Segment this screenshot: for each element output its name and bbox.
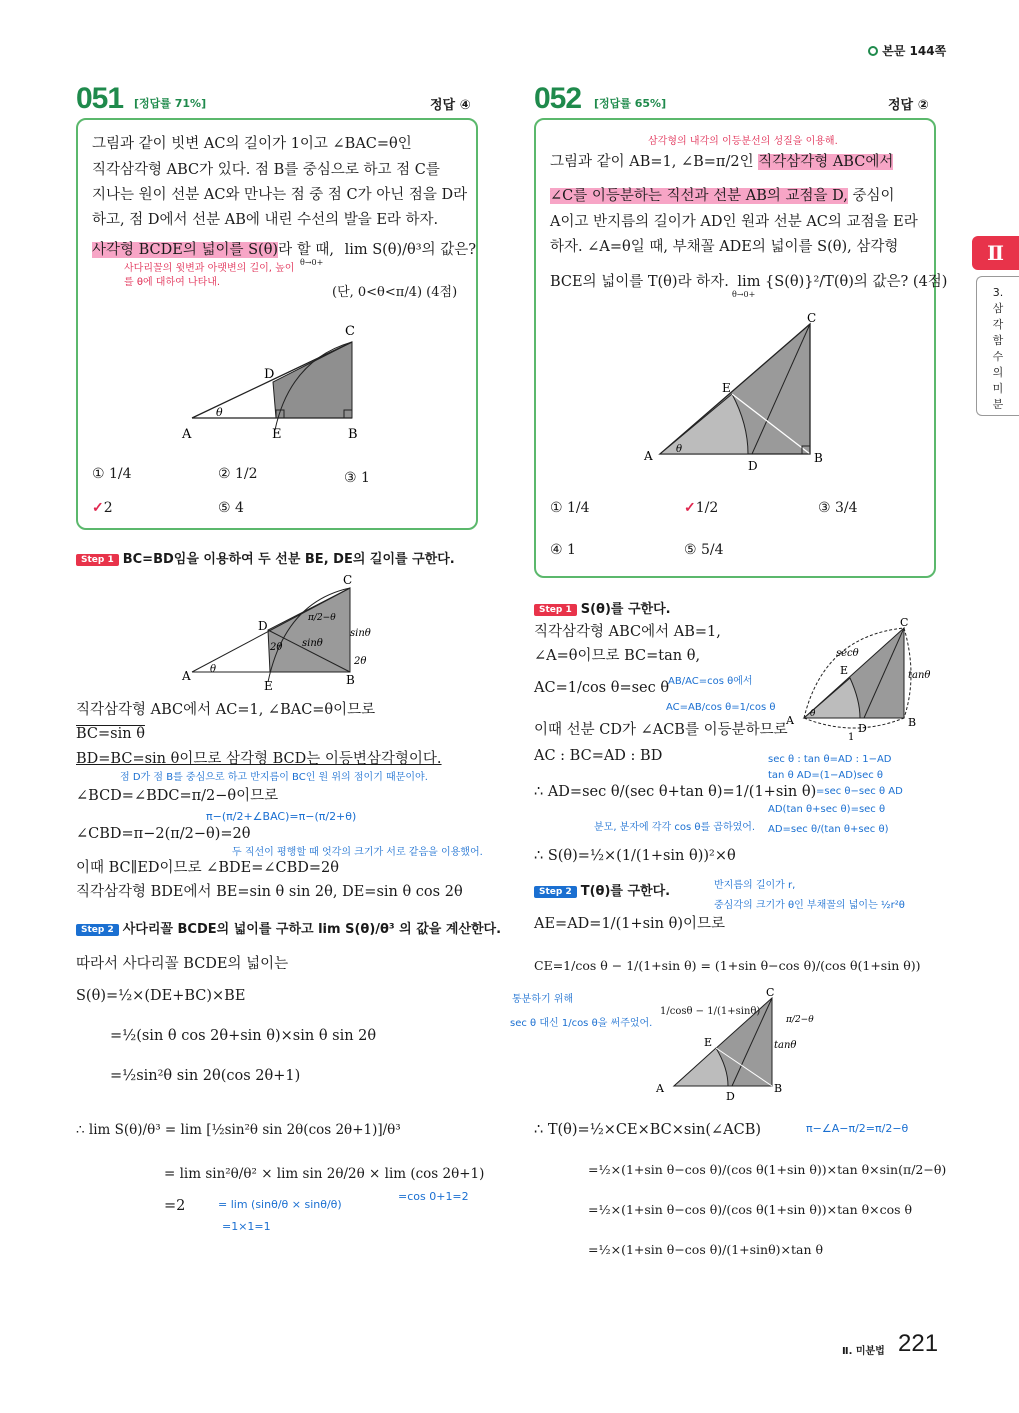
q51-condition: (단, 0<θ<π/4) (4점)	[332, 285, 458, 300]
step-title: BC=BD임을 이용하여 두 선분 BE, DE의 길이를 구한다.	[122, 552, 455, 567]
choice-value: 2	[103, 500, 113, 516]
q51-text-line: 지나는 원이 선분 AC와 만나는 점 중 점 C가 아닌 점을 D라	[92, 187, 468, 203]
q52-step1-figure	[784, 616, 931, 743]
q52-sol1-line: ∴ AD=sec θ/(sec θ+tan θ)=1/(1+sin θ)	[534, 784, 817, 800]
q52-answer: 정답 ②	[888, 98, 929, 113]
q51-sol2-line: =½sin²θ sin 2θ(cos 2θ+1)	[110, 1068, 301, 1084]
q52-sol2-line: ∴ T(θ)=½×CE×BC×sin(∠ACB)	[534, 1122, 762, 1138]
q52-sol1-note: 중심각의 크기가 θ인 부채꼴의 넓이는 ½r²θ	[714, 900, 905, 911]
q51-s1-c: C	[343, 573, 353, 587]
choice-mark: ③	[344, 470, 357, 486]
step-title: T(θ)를 구한다.	[580, 884, 671, 899]
q52-limit-sub: θ→0+	[732, 290, 756, 299]
q51-label-theta: θ	[216, 406, 223, 419]
choice-mark: ⑤	[218, 500, 231, 516]
q52-text-line2	[550, 186, 895, 206]
q52-text-line: 하자. ∠A=θ일 때, 부채꼴 ADE의 넓이를 S(θ), 삼각형	[550, 239, 899, 255]
q51-shaded-quad	[273, 342, 352, 418]
q51-s1-2theta2: 2θ	[354, 656, 367, 667]
q52-label-e: E	[722, 381, 731, 395]
q52-figure	[640, 312, 840, 472]
q52-sol1-line: AC=1/cos θ=sec θ	[534, 680, 670, 696]
q51-s1-e: E	[264, 679, 273, 693]
q52-sol1-line: AC : BC=AD : BD	[534, 748, 663, 764]
q51-after-highlight: 라 할 때,	[278, 242, 334, 258]
q51-highlight: 사각형 BCDE의 넓이를 S(θ)	[92, 242, 279, 258]
q52-rate: [정답률 65%]	[594, 97, 667, 110]
q52-text-pre: 그림과 같이 AB=1, ∠B=π/2인	[550, 154, 759, 170]
footer-chapter: Ⅱ. 미분법	[842, 1346, 885, 1357]
q51-note: 사다리꼴의 윗변과 아랫변의 길이, 높이를 θ에 대하여 나타내.	[124, 263, 295, 288]
q51-step1-header	[76, 548, 455, 567]
q52-sol2-line: AE=AD=1/(1+sin θ)이므로	[534, 916, 726, 932]
q51-text-line: 하고, 점 D에서 선분 AB에 내린 수선의 발을 E라 하자.	[92, 212, 439, 228]
q52-label-a: A	[644, 449, 653, 463]
q51-label-e: E	[272, 427, 282, 442]
q51-sol1-line: ∠CBD=π−2(π/2−θ)=2θ	[76, 826, 251, 842]
q52-sol2-line: =½×(1+sin θ−cos θ)/(cos θ(1+sin θ))×tan θ×cos θ	[588, 1202, 913, 1217]
q52-sol2-line: =½×(1+sin θ−cos θ)/(cos θ(1+sin θ))×tan θ×sin(π/2−θ)	[588, 1162, 947, 1177]
q52-choice-1[interactable]	[550, 500, 590, 516]
q51-step1-figure	[180, 572, 380, 697]
q52-sol1-line: ∠A=θ이므로 BC=tan θ,	[534, 648, 701, 664]
q52-sol2-line: =½×(1+sin θ−cos θ)/(1+sinθ)×tan θ	[588, 1242, 823, 1257]
q52-sol1-line: 직각삼각형 ABC에서 AB=1,	[534, 624, 721, 640]
q51-step2-header	[76, 918, 501, 937]
q52-label-d: D	[748, 459, 758, 473]
q51-label-a: A	[182, 427, 192, 442]
q52-text-last: BCE의 넓이를 T(θ)라 하자.	[550, 274, 729, 290]
choice-mark: ②	[218, 466, 231, 482]
q51-s1-shaded	[268, 588, 350, 672]
q52-text-line: A이고 반지름의 길이가 AD인 원과 선분 AC의 교점을 E라	[550, 214, 918, 230]
choice-mark: ④	[550, 542, 563, 558]
q52-sol1-note: AD(tan θ+sec θ)=sec θ	[768, 804, 886, 815]
q52-step1-header	[534, 598, 671, 617]
step-title: S(θ)를 구한다.	[580, 602, 671, 617]
q52-sol2-note: π−∠A−π/2=π/2−θ	[806, 1122, 909, 1135]
q52-s1-d: D	[858, 722, 867, 735]
step-badge: Step 2	[76, 924, 119, 936]
q52-s2-c: C	[766, 986, 775, 999]
q52-s1-b: B	[908, 716, 917, 729]
q51-s1-theta: θ	[210, 664, 217, 675]
choice-value: 1	[361, 470, 370, 486]
q51-sol2-note: =1×1=1	[222, 1220, 271, 1233]
q51-sol1-line: ∠BCD=∠BDC=π/2−θ이므로	[76, 788, 279, 804]
q52-text-line1	[550, 152, 893, 172]
choice-value: 1	[567, 542, 576, 558]
q51-limit-sub: θ→0+	[300, 258, 324, 267]
q52-highlight1: 직각삼각형 ABC에서	[758, 154, 894, 170]
q51-sol2-line: ∴ lim S(θ)/θ³ = lim [½sin²θ sin 2θ(cos 2θ+1)]/θ³	[76, 1122, 401, 1138]
reference-label: 본문 144쪽	[882, 44, 947, 58]
q52-sol1-note: AC=AB/cos θ=1/cos θ	[666, 702, 776, 713]
q52-sol1-note: AB/AC=cos θ에서	[668, 676, 753, 687]
choice-value: 3/4	[835, 500, 858, 516]
q52-s2-b: B	[774, 1082, 783, 1095]
q51-limit-tail: 의 값은?	[421, 242, 477, 258]
q52-s1-one-arc	[804, 718, 904, 728]
check-mark-icon: ✓	[92, 500, 104, 516]
q51-s1-a: A	[182, 669, 191, 683]
q51-s1-d: D	[258, 619, 268, 633]
q52-sol1-note: tan θ AD=(1−AD)sec θ	[768, 770, 884, 781]
q51-choice-1[interactable]	[92, 466, 132, 482]
page-number: 221	[898, 1330, 939, 1357]
q51-s1-sin1: sinθ	[350, 628, 371, 639]
q52-s1-a: A	[786, 714, 794, 727]
choice-value: 1/4	[567, 500, 590, 516]
q51-sol2-line: =½(sin θ cos 2θ+sin θ)×sin θ sin 2θ	[110, 1028, 377, 1044]
q52-choice-4[interactable]	[550, 542, 576, 558]
q52-limit: lim {S(θ)}²/T(θ)	[737, 274, 854, 290]
q51-label-c: C	[345, 324, 355, 339]
q51-choice-5[interactable]	[218, 500, 244, 516]
q51-s1-2theta1: 2θ	[270, 642, 283, 653]
q52-sol1-line: 이때 선분 CD가 ∠ACB를 이등분하므로	[534, 722, 788, 738]
choice-value: 4	[235, 500, 244, 516]
circle-bullet-icon	[868, 46, 878, 56]
choice-value: 5/4	[701, 542, 724, 558]
q52-s2-tan: tanθ	[774, 1040, 797, 1051]
chapter-side-text: 3. 삼각함수의 미분	[992, 286, 1004, 411]
step-badge: Step 2	[534, 886, 577, 898]
q52-text-post: 중심이	[847, 188, 895, 204]
choice-mark: ③	[818, 500, 831, 516]
q51-s1-angle: π/2−θ	[308, 613, 336, 623]
q51-number: 051	[76, 82, 124, 115]
q52-s2-e: E	[704, 1036, 713, 1049]
chapter-side-label	[976, 276, 1019, 416]
q51-s1-sin2: sinθ	[302, 638, 323, 649]
q52-s2-top-expr: 1/cosθ − 1/(1+sinθ)	[660, 1006, 761, 1017]
q51-choice-3[interactable]	[344, 470, 370, 486]
q52-sol1-note: 반지름의 길이가 r,	[714, 880, 796, 891]
q51-sol1-note: 두 직선이 평행할 때 엇각의 크기가 서로 같음을 이용했어.	[232, 847, 483, 858]
q51-answer: 정답 ④	[430, 98, 471, 113]
q51-label-b: B	[348, 427, 358, 442]
choice-mark: ⑤	[684, 542, 697, 558]
check-mark-icon: ✓	[684, 500, 696, 516]
book-page-reference	[868, 42, 946, 59]
q52-s1-tan: tanθ	[908, 670, 931, 681]
q52-sol1-note: AD=sec θ/(tan θ+sec θ)	[768, 824, 889, 835]
q51-sol2-line: = lim sin²θ/θ² × lim sin 2θ/2θ × lim (cos 2θ+1)	[164, 1166, 485, 1182]
q52-sol2-line: CE=1/cos θ − 1/(1+sin θ) = (1+sin θ−cos θ)/(cos θ(1+sin θ))	[534, 958, 921, 973]
q52-s2-d: D	[726, 1090, 735, 1103]
choice-value: 1/2	[695, 500, 719, 516]
q52-choice-2[interactable]	[684, 500, 718, 516]
q52-text-line	[550, 272, 947, 292]
q51-sol2-line: S(θ)=½×(DE+BC)×BE	[76, 988, 246, 1004]
step-badge: Step 1	[534, 604, 577, 616]
q51-sol2-note: = lim (sinθ/θ × sinθ/θ)	[218, 1198, 342, 1211]
choice-mark: ①	[550, 500, 563, 516]
q51-text-line: 그림과 같이 빗변 AC의 길이가 1이고 ∠BAC=θ인	[92, 136, 412, 152]
q51-sol1-line: 직각삼각형 ABC에서 AC=1, ∠BAC=θ이므로	[76, 702, 376, 718]
q52-sol2-note: sec θ 대신 1/cos θ을 써주었어.	[510, 1018, 653, 1029]
chapter-tab[interactable]: Ⅱ	[972, 236, 1019, 270]
q52-sol1-note: =sec θ−sec θ AD	[816, 786, 903, 797]
q52-s1-one: 1	[848, 732, 855, 743]
q52-label-theta: θ	[676, 444, 683, 455]
q52-s1-sec: secθ	[836, 648, 859, 659]
step-badge: Step 1	[76, 554, 119, 566]
q52-s2-angle: π/2−θ	[786, 1015, 814, 1025]
q52-s2-a: A	[656, 1082, 664, 1095]
q51-s1-b: B	[346, 673, 355, 687]
choice-mark: ①	[92, 466, 105, 482]
q51-sol1-note: π−(π/2+∠BAC)=π−(π/2+θ)	[206, 810, 357, 823]
q52-sol1-note: 분모, 분자에 각각 cos θ를 곱하였어.	[594, 822, 756, 833]
q52-sol1-line: ∴ S(θ)=½×(1/(1+sin θ))²×θ	[534, 848, 736, 864]
q52-sol1-note: sec θ : tan θ=AD : 1−AD	[768, 754, 892, 765]
q51-sol1-line: BD=BC=sin θ이므로 삼각형 BCD는 이등변삼각형이다.	[76, 751, 442, 767]
q51-rate: [정답률 71%]	[134, 97, 207, 110]
q52-choice-3[interactable]	[818, 500, 858, 516]
q51-sol1-line: 이때 BC∥ED이므로 ∠BDE=∠CBD=2θ	[76, 860, 339, 876]
q52-s1-c: C	[900, 616, 909, 629]
q52-label-c: C	[807, 311, 817, 325]
q51-choice-4[interactable]	[92, 500, 113, 516]
q52-label-b: B	[814, 451, 823, 465]
q51-limit: lim S(θ)/θ³	[344, 242, 422, 258]
q51-label-d: D	[264, 367, 275, 382]
q52-sol2-note: 통분하기 위해	[512, 994, 574, 1005]
q52-step2-header	[534, 880, 670, 899]
q52-choice-5[interactable]	[684, 542, 724, 558]
q52-number: 052	[534, 82, 582, 115]
q51-sol1-line: 직각삼각형 BDE에서 BE=sin θ sin 2θ, DE=sin θ cos 2θ	[76, 884, 463, 900]
q52-highlight2: ∠C를 이등분하는 직선과 선분 AB의 교점을 D,	[550, 188, 848, 204]
q52-limit-tail: 의 값은? (4점)	[853, 274, 948, 290]
q51-sol2-line: =2	[164, 1198, 186, 1214]
step-title: 사다리꼴 BCDE의 넓이를 구하고 lim S(θ)/θ³ 의 값을 계산한다.	[122, 922, 502, 937]
q52-sector	[660, 394, 748, 454]
q51-sol2-line: 따라서 사다리꼴 BCDE의 넓이는	[76, 956, 289, 972]
choice-value: 1/4	[109, 466, 132, 482]
q51-highlight-line	[92, 240, 476, 260]
choice-value: 1/2	[235, 466, 258, 482]
q51-sol2-note: =cos 0+1=2	[398, 1190, 469, 1203]
q52-s1-e: E	[840, 664, 849, 677]
q51-sol1-line: BC=sin θ	[76, 726, 145, 742]
q51-sol1-note: 점 D가 점 B를 중심으로 하고 반지름이 BC인 원 위의 점이기 때문이야.	[120, 772, 428, 783]
q51-text-line: 직각삼각형 ABC가 있다. 점 B를 중심으로 하고 점 C를	[92, 162, 440, 178]
q51-figure	[180, 320, 370, 445]
q52-s1-theta: θ	[810, 709, 816, 719]
q52-top-note: 삼각형의 내각의 이등분선의 성질을 이용해.	[648, 136, 838, 147]
q51-choice-2[interactable]	[218, 466, 258, 482]
